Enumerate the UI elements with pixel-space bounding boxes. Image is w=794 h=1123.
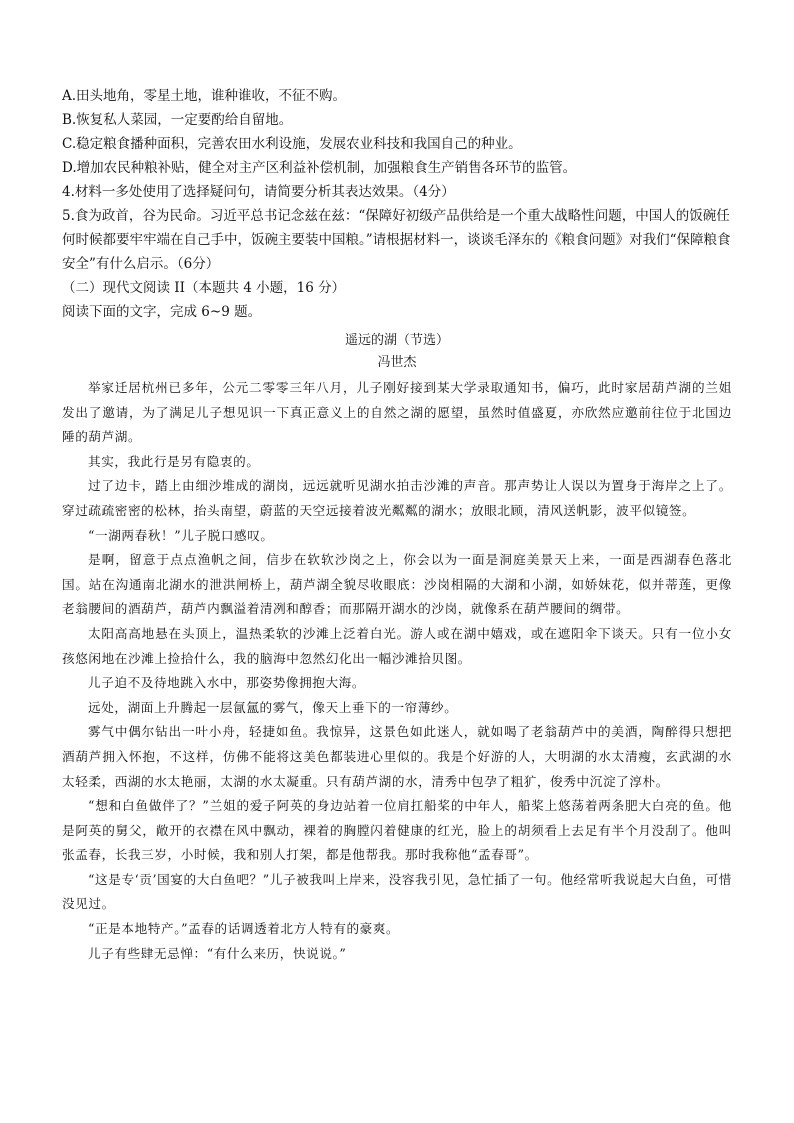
section-heading: （二）现代文阅读 II（本题共 4 小题，16 分） — [62, 280, 346, 296]
section-instruction: 阅读下面的文字，完成 6~9 题。 — [62, 304, 262, 320]
article-paragraph: 远处，湖面上升腾起一层氤氲的雾气，像天上垂下的一帘薄纱。 — [88, 699, 458, 715]
option-c: C.稳定粮食播种面积，完善农田水利设施，发展农业科技和我国自己的种业。 — [62, 136, 522, 152]
option-a: A.田头地角，零星土地，谁种谁收，不征不购。 — [62, 88, 347, 104]
article-paragraph: “想和白鱼做伴了？”兰姐的爱子阿英的身边站着一位肩扛船桨的中年人，船桨上悠荡着两条肥大白亮的鱼。他是阿英的舅父，敞开的衣襟在风中飘动，裸着的胸膛闪着健康的红光，脸上的胡须看上去足有半个月没刮了。他叫张孟春，长我三岁，小时候，我和别人打架，都是他帮我。那时我称他“孟春哥”。 — [62, 798, 732, 863]
option-b: B.恢复私人菜园，一定要酌给自留地。 — [62, 112, 293, 128]
article-paragraph: 儿子有些肆无忌惮：“有什么来历，快说说。” — [88, 945, 347, 961]
article-paragraph: 是啊，留意于点点渔帆之间，信步在软软沙岗之上，你会以为一面是洞庭美景天上来，一面是西湖春色落北国。站在沟通南北湖水的泄洪闸桥上，葫芦湖全貌尽收眼底：沙岗相隔的大湖和小湖，如娇妹花，似并蒂莲，更像老翁腰间的酒葫芦，葫芦内飘溢着清冽和醇香；而那隔开湖水的沙岗，就像系在葫芦腰间的绸带。 — [62, 552, 732, 617]
option-d: D.增加农民种粮补贴，健全对主产区利益补偿机制，加强粮食生产销售各环节的监管。 — [62, 160, 577, 176]
article-title: 遥远的湖（节选） — [344, 333, 449, 348]
article-paragraph: “正是本地特产。”孟春的话调透着北方人特有的豪爽。 — [88, 921, 400, 937]
article-paragraph: “一湖两春秋！”儿子脱口感叹。 — [88, 527, 274, 543]
article-paragraph: 其实，我此行是另有隐衷的。 — [88, 453, 260, 469]
question-4: 4.材料一多处使用了选择疑问句，请简要分析其表达效果。（4分） — [62, 184, 455, 200]
question-5: 5.食为政首，谷为民命。习近平总书记念兹在兹：“保障好初级产品供给是一个重大战略性问题，中国人的饭碗任何时候都要牢牢端在自己手中，饭碗主要装中国粮。”请根据材料一，谈谈毛泽东的《粮食问题》对我们“保障粮食安全”有什么启示。（6分） — [62, 208, 731, 272]
article-paragraph: 举家迁居杭州已多年，公元二零零三年八月，儿子刚好接到某大学录取通知书，偏巧，此时家居葫芦湖的兰姐发出了邀请，为了满足儿子想见识一下真正意义上的自然之湖的愿望，虽然时值盛夏，亦欣然应邀前往位于北国边陲的葫芦湖。 — [62, 380, 732, 445]
article-paragraph: 过了边卡，踏上由细沙堆成的湖岗，远远就听见湖水拍击沙滩的声音。那声势让人误以为置身于海岸之上了。穿过疏疏密密的松林，抬头南望，蔚蓝的天空远接着波光粼粼的湖水；放眼北顾，清风送帆影，波平似镜签。 — [62, 478, 732, 518]
article-paragraph: 太阳高高地悬在头顶上，温热柔软的沙滩上泛着白光。游人或在湖中嬉戏，或在遮阳伞下谈天。只有一位小女孩悠闲地在沙滩上捡拾什么，我的脑海中忽然幻化出一幅沙滩拾贝图。 — [62, 625, 732, 666]
exam-page — [62, 84, 732, 966]
article-author: 冯世杰 — [377, 355, 417, 370]
article-paragraph: 雾气中偶尔钻出一叶小舟，轻捷如鱼。我惊异，这景色如此迷人，就如喝了老翁葫芦中的美酒，陶醉得只想把酒葫芦拥入怀抱，不这样，仿佛不能将这美色都装进心里似的。我是个好游的人，大明湖的水太清瘦，玄武湖的水太轻柔，西湖的水太艳丽，太湖的水太凝重。只有葫芦湖的水，清秀中包孕了粗犷，俊秀中沉淀了淳朴。 — [62, 724, 732, 789]
article-paragraph: “这是专‘贡’国宴的大白鱼吧？”儿子被我叫上岸来，没容我引见，急忙插了一句。他经常听我说起大白鱼，可惜没见过。 — [62, 871, 732, 912]
article-paragraph: 儿子迫不及待地跳入水中，那姿势像拥抱大海。 — [88, 675, 366, 691]
